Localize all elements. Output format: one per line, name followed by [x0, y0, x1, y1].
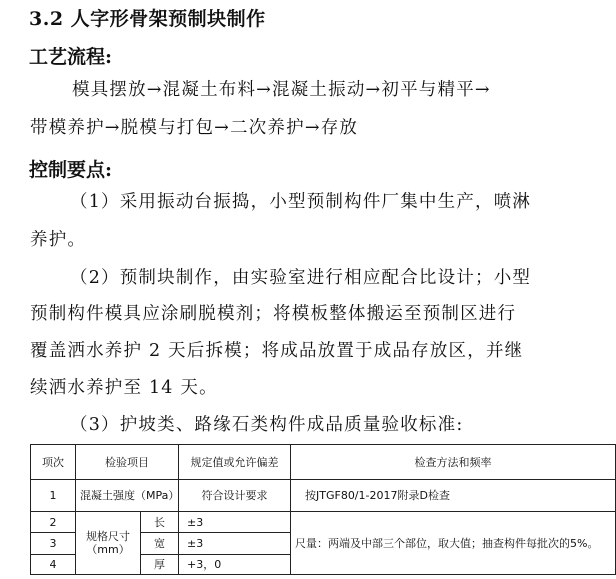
control-paragraph-2-line-3: 覆盖洒水养护 2 天后拆模；将成品放置于成品存放区，并继 — [30, 341, 524, 361]
section-title: 3.2 人字形骨架预制块制作 — [29, 8, 266, 30]
row-2-dim: 长 — [141, 512, 179, 533]
control-paragraph-2-line-4: 续洒水养护至 14 天。 — [30, 378, 218, 398]
size-group-method: 尺量：两端及中部三个部位，取大值；抽查构件每批次的5%。 — [291, 512, 616, 575]
row-3-spec: ±3 — [179, 533, 291, 555]
row-1-item: 混凝土强度（MPa） — [76, 480, 179, 512]
row-2-spec: ±3 — [179, 512, 291, 533]
process-heading: 工艺流程: — [29, 46, 113, 68]
row-4-dim: 厚 — [141, 555, 179, 575]
control-paragraph-2-line-1: （2）预制块制作，由实验室进行相应配合比设计；小型 — [70, 268, 532, 288]
control-paragraph-2-line-2: 预制构件模具应涂刷脱模剂；将模板整体搬运至预制区进行 — [30, 304, 517, 324]
process-line-1: 模具摆放→混凝土布料→混凝土振动→初平与精平→ — [72, 80, 491, 100]
row-4-spec: +3，0 — [179, 555, 291, 575]
quality-acceptance-table — [30, 444, 616, 575]
row-1-spec: 符合设计要求 — [179, 480, 291, 512]
row-1-method: 按JTGF80/1-2017附录D检查 — [291, 480, 616, 512]
process-line-2: 带模养护→脱模与打包→二次养护→存放 — [30, 118, 359, 138]
control-paragraph-1-line-1: （1）采用振动台振捣，小型预制构件厂集中生产，喷淋 — [70, 192, 532, 212]
row-2-index: 2 — [31, 512, 76, 533]
table-row — [31, 512, 616, 533]
row-4-index: 4 — [31, 555, 76, 575]
control-points-heading: 控制要点: — [29, 159, 113, 181]
table-header-row — [31, 445, 616, 480]
row-1-index: 1 — [31, 480, 76, 512]
size-group-label: 规格尺寸（mm） — [76, 512, 141, 575]
header-spec: 规定值或允许偏差 — [179, 445, 291, 480]
row-3-index: 3 — [31, 533, 76, 555]
header-index: 项次 — [31, 445, 76, 480]
table-row — [31, 480, 616, 512]
control-paragraph-3-line-1: （3）护坡类、路缘石类构件成品质量验收标准: — [70, 415, 464, 435]
control-paragraph-1-line-2: 养护。 — [30, 230, 87, 250]
row-3-dim: 宽 — [141, 533, 179, 555]
header-method: 检查方法和频率 — [291, 445, 616, 480]
header-item: 检验项目 — [76, 445, 179, 480]
